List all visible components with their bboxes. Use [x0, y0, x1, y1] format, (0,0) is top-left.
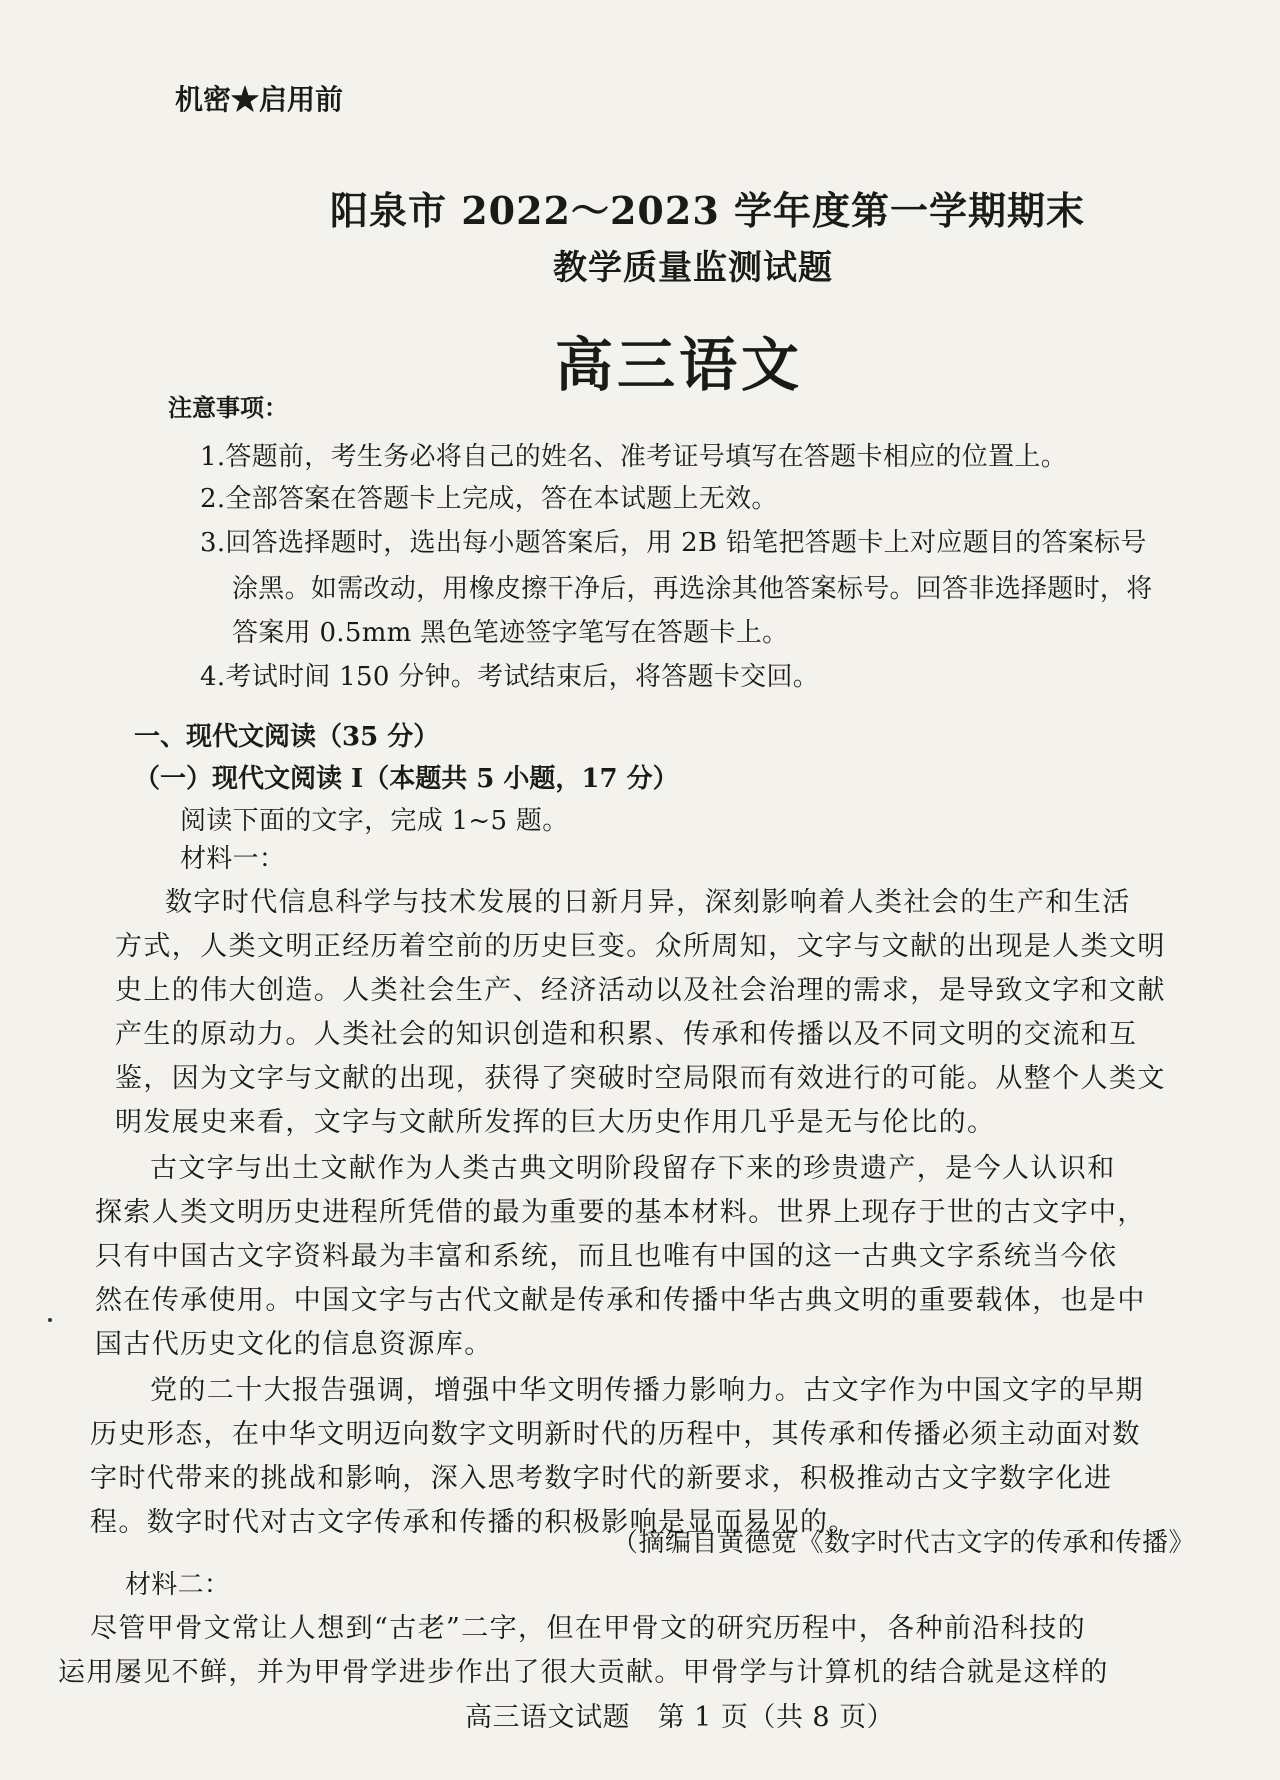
paragraph-line: 字时代带来的挑战和影响，深入思考数字时代的新要求，积极推动古文字数字化进 [90, 1463, 1113, 1494]
subsection-heading: （一）现代文阅读 I（本题共 5 小题，17 分） [134, 764, 679, 794]
paragraph-line: 尽管甲骨文常让人想到“古老”二字，但在甲骨文的研究历程中，各种前沿科技的 [90, 1613, 1087, 1644]
confidential-label: 机密★启用前 [175, 83, 344, 116]
exam-title: 阳泉市 2022～2023 学年度第一学期期末 [330, 188, 1085, 233]
stray-mark [48, 1318, 52, 1322]
paragraph-line: 党的二十大报告强调，增强中华文明传播力影响力。古文字作为中国文字的早期 [150, 1375, 1144, 1406]
paragraph-line: 只有中国古文字资料最为丰富和系统，而且也唯有中国的这一古典文字系统当今依 [95, 1241, 1118, 1272]
paragraph-line: 明发展史来看，文字与文献所发挥的巨大历史作用几乎是无与伦比的。 [115, 1107, 996, 1138]
paragraph-line: 史上的伟大创造。人类社会生产、经济活动以及社会治理的需求，是导致文字和文献 [115, 975, 1166, 1006]
material-label: 材料一： [180, 844, 286, 874]
section-heading: 一、现代文阅读（35 分） [134, 722, 440, 752]
reading-instruction: 阅读下面的文字，完成 1~5 题。 [180, 806, 569, 836]
paragraph-line: 数字时代信息科学与技术发展的日新月异，深刻影响着人类社会的生产和生活 [165, 887, 1131, 918]
note-item: 3.回答选择题时，选出每小题答案后，用 2B 铅笔把答题卡上对应题目的答案标号 [200, 528, 1147, 558]
page-footer: 高三语文试题 第 1 页（共 8 页） [465, 1702, 895, 1733]
subject-title: 高三语文 [555, 331, 804, 399]
note-item: 1.答题前，考生务必将自己的姓名、准考证号填写在答题卡相应的位置上。 [200, 442, 1068, 472]
paragraph-line: 程。数字时代对古文字传承和传播的积极影响是显而易见的。 [90, 1507, 857, 1538]
paragraph-line: 鉴，因为文字与文献的出现，获得了突破时空局限而有效进行的可能。从整个人类文 [115, 1063, 1166, 1094]
paragraph-line: 历史形态，在中华文明迈向数字文明新时代的历程中，其传承和传播必须主动面对数 [90, 1419, 1141, 1450]
note-item: 涂黑。如需改动，用橡皮擦干净后，再选涂其他答案标号。回答非选择题时，将 [232, 574, 1153, 604]
paragraph-line: 国古代历史文化的信息资源库。 [95, 1329, 493, 1360]
material-label: 材料二： [125, 1570, 231, 1600]
note-item: 4.考试时间 150 分钟。考试结束后，将答题卡交回。 [200, 662, 820, 692]
notes-heading: 注意事项： [168, 393, 288, 422]
paragraph-line: 方式，人类文明正经历着空前的历史巨变。众所周知，文字与文献的出现是人类文明 [115, 931, 1166, 962]
paragraph-line: 产生的原动力。人类社会的知识创造和积累、传承和传播以及不同文明的交流和互 [115, 1019, 1138, 1050]
note-item: 答案用 0.5mm 黑色笔迹签字笔写在答题卡上。 [232, 618, 789, 648]
paragraph-line: 然在传承使用。中国文字与古代文献是传承和传播中华古典文明的重要载体，也是中 [95, 1285, 1146, 1316]
note-item: 2.全部答案在答题卡上完成，答在本试题上无效。 [200, 484, 778, 514]
paragraph-line: 古文字与出土文献作为人类古典文明阶段留存下来的珍贵遗产，是今人认识和 [150, 1153, 1116, 1184]
paragraph-line: 探索人类文明历史进程所凭借的最为重要的基本材料。世界上现存于世的古文字中， [95, 1197, 1146, 1228]
paragraph-line: 运用屡见不鲜，并为甲骨学进步作出了很大贡献。甲骨学与计算机的结合就是这样的 [58, 1657, 1109, 1688]
exam-subtitle: 教学质量监测试题 [553, 248, 833, 288]
source-citation: （摘编自黄德宽《数字时代古文字的传承和传播》 [612, 1528, 1196, 1558]
